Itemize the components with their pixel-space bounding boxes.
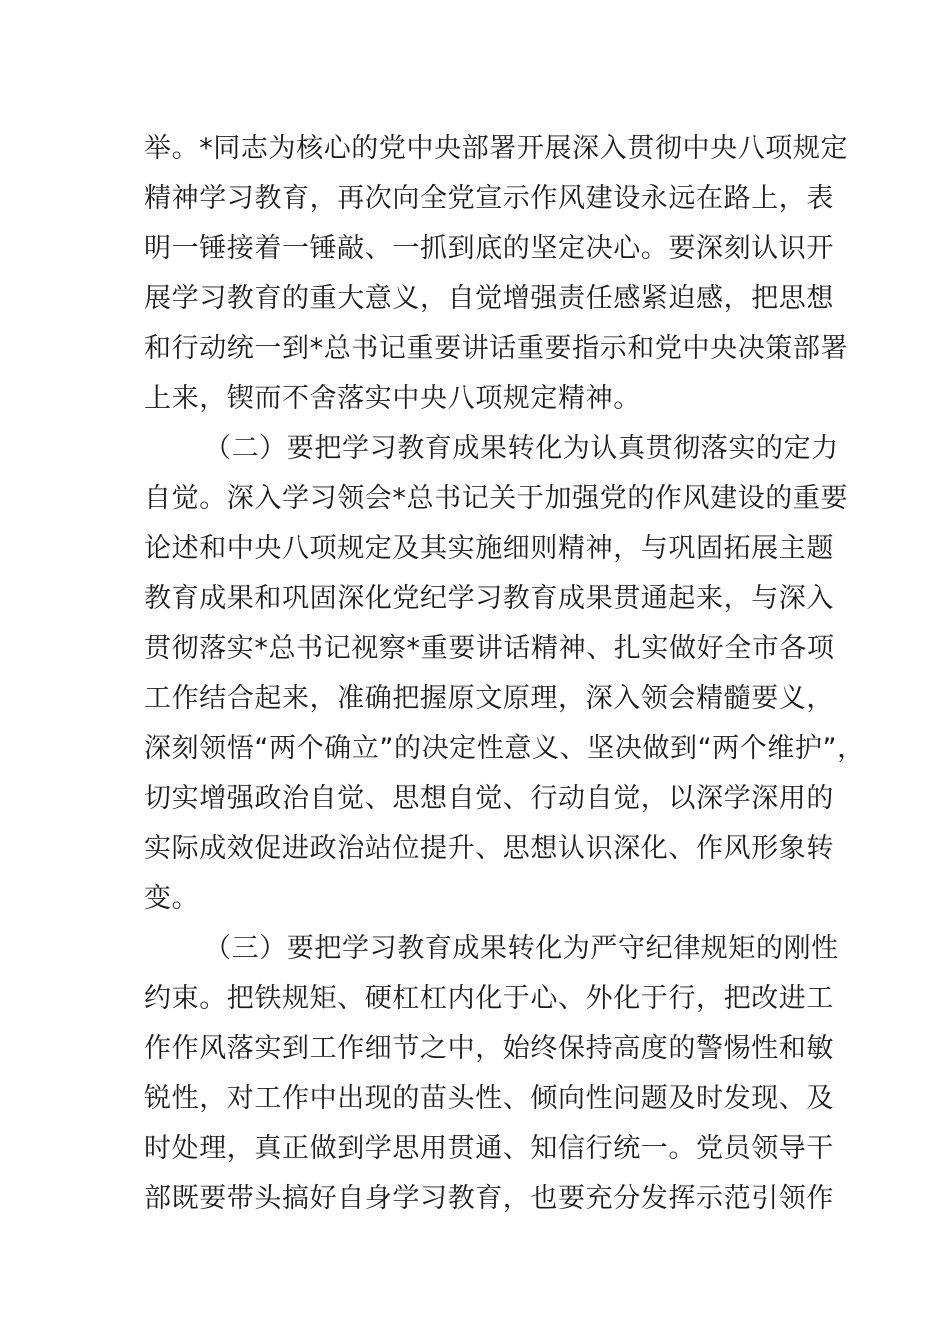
paragraph-line: 约束。把铁规矩、硬杠杠内化于心、外化于行，把改进工	[144, 983, 834, 1014]
paragraph-line: 展学习教育的重大意义，自觉增强责任感紧迫感，把思想	[144, 283, 834, 314]
paragraph-line: 作作风落实到工作细节之中，始终保持高度的警惕性和敏	[144, 1033, 834, 1064]
paragraph-line: 时处理，真正做到学思用贯通、知信行统一。党员领导干	[144, 1133, 834, 1164]
paragraph-line: 和行动统一到*总书记重要讲话重要指示和党中央决策部署	[144, 333, 849, 364]
paragraph-line: （二）要把学习教育成果转化为认真贯彻落实的定力	[204, 433, 839, 464]
paragraph-line: 论述和中央八项规定及其实施细则精神，与巩固拓展主题	[144, 533, 834, 564]
paragraph-line: 教育成果和巩固深化党纪学习教育成果贯通起来，与深入	[144, 583, 834, 614]
paragraph-3	[144, 924, 839, 1224]
paragraph-line: 精神学习教育，再次向全党宣示作风建设永远在路上，表	[144, 183, 834, 214]
paragraph-line: 切实增强政治自觉、思想自觉、行动自觉，以深学深用的	[144, 783, 834, 814]
paragraph-1	[144, 124, 849, 424]
paragraph-line: 工作结合起来，准确把握原文原理，深入领会精髓要义，	[144, 683, 834, 714]
paragraph-line: 明一锤接着一锤敲、一抓到底的坚定决心。要深刻认识开	[144, 233, 834, 264]
paragraph-line: 锐性，对工作中出现的苗头性、倾向性问题及时发现、及	[144, 1083, 834, 1114]
paragraph-line: 深刻领悟“两个确立”的决定性意义、坚决做到“两个维护”，	[144, 733, 865, 764]
document-body	[144, 124, 865, 1224]
paragraph-line: 上来，锲而不舍落实中央八项规定精神。	[144, 383, 641, 414]
paragraph-line: （三）要把学习教育成果转化为严守纪律规矩的刚性	[204, 933, 839, 964]
paragraph-2	[144, 424, 865, 924]
paragraph-line: 举。*同志为核心的党中央部署开展深入贯彻中央八项规定	[144, 133, 849, 164]
paragraph-line: 实际成效促进政治站位提升、思想认识深化、作风形象转	[144, 833, 834, 864]
paragraph-line: 自觉。深入学习领会*总书记关于加强党的作风建设的重要	[144, 483, 849, 514]
paragraph-line: 变。	[144, 883, 200, 914]
paragraph-line: 贯彻落实*总书记视察*重要讲话精神、扎实做好全市各项	[144, 633, 835, 664]
paragraph-line: 部既要带头搞好自身学习教育，也要充分发挥示范引领作	[144, 1183, 834, 1214]
